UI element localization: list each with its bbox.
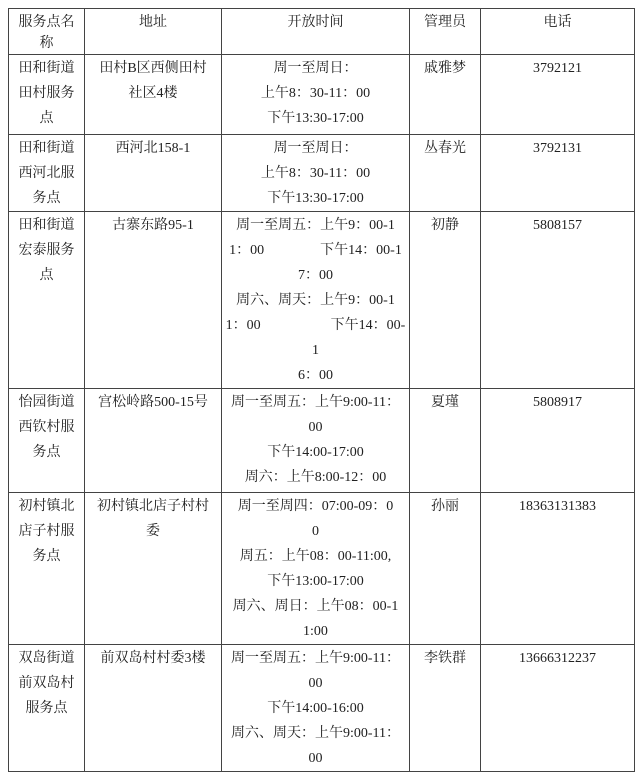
cell-administrator: 孙丽 — [410, 493, 481, 645]
cell-opening-hours: 周一至周日： 上午8：30-11：00 下午13:30-17:00 — [222, 135, 410, 212]
header-cell-service-point-name: 服务点名 称 — [9, 9, 85, 55]
cell-service-point-name: 田和街道 田村服务 点 — [9, 55, 85, 135]
header-cell-administrator: 管理员 — [410, 9, 481, 55]
cell-administrator: 夏瑾 — [410, 389, 481, 493]
cell-service-point-name: 田和街道 西河北服 务点 — [9, 135, 85, 212]
cell-opening-hours: 周一至周五：上午9：00-1 1：00 下午14：00-1 7：00 周六、周天：上午9：00-1 1：00 下午14：00-1 6：00 — [222, 212, 410, 389]
cell-address: 初村镇北店子村村 委 — [85, 493, 222, 645]
cell-address: 西河北158-1 — [85, 135, 222, 212]
service-points-table — [8, 8, 635, 772]
cell-administrator: 戚雅梦 — [410, 55, 481, 135]
cell-opening-hours: 周一至周四：07:00-09：0 0 周五：上午08：00-11:00, 下午13:00-17:00 周六、周日：上午08：00-1 1:00 — [222, 493, 410, 645]
cell-phone: 5808917 — [481, 389, 635, 493]
cell-service-point-name: 怡园街道 西钦村服 务点 — [9, 389, 85, 493]
cell-opening-hours: 周一至周五：上午9:00-11： 00 下午14:00-16:00 周六、周天：上午9:00-11： 00 — [222, 645, 410, 772]
cell-address: 古寨东路95-1 — [85, 212, 222, 389]
cell-administrator: 李铁群 — [410, 645, 481, 772]
cell-phone: 3792121 — [481, 55, 635, 135]
table-header-row — [9, 9, 635, 55]
cell-opening-hours: 周一至周五：上午9:00-11： 00 下午14:00-17:00 周六：上午8:00-12：00 — [222, 389, 410, 493]
table-row — [9, 55, 635, 135]
table-row — [9, 389, 635, 493]
cell-phone: 3792131 — [481, 135, 635, 212]
table-row — [9, 645, 635, 772]
table-row — [9, 212, 635, 389]
table-row — [9, 135, 635, 212]
cell-address: 宫松岭路500-15号 — [85, 389, 222, 493]
table-row — [9, 493, 635, 645]
cell-phone: 13666312237 — [481, 645, 635, 772]
cell-phone: 18363131383 — [481, 493, 635, 645]
cell-service-point-name: 田和街道 宏泰服务 点 — [9, 212, 85, 389]
cell-service-point-name: 双岛街道 前双岛村 服务点 — [9, 645, 85, 772]
header-cell-opening-hours: 开放时间 — [222, 9, 410, 55]
cell-phone: 5808157 — [481, 212, 635, 389]
header-cell-address: 地址 — [85, 9, 222, 55]
header-cell-phone: 电话 — [481, 9, 635, 55]
cell-address: 田村B区西侧田村 社区4楼 — [85, 55, 222, 135]
cell-address: 前双岛村村委3楼 — [85, 645, 222, 772]
cell-opening-hours: 周一至周日： 上午8：30-11：00 下午13:30-17:00 — [222, 55, 410, 135]
cell-service-point-name: 初村镇北 店子村服 务点 — [9, 493, 85, 645]
cell-administrator: 初静 — [410, 212, 481, 389]
cell-administrator: 丛春光 — [410, 135, 481, 212]
